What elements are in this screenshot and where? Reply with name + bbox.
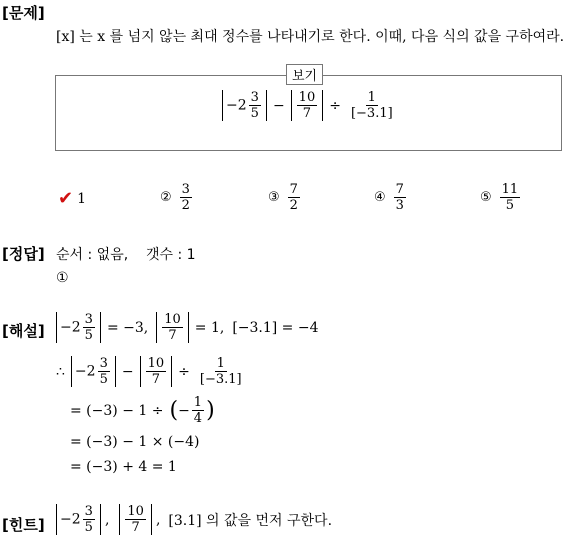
choice-4[interactable]: ④ $\frac{7}{3}$: [374, 182, 404, 213]
choice-3[interactable]: ③ $\frac{7}{2}$: [268, 182, 298, 213]
bogi-expression: −2 $\frac{3}{5}$ − $\frac{10}{7}$ ÷ $\frac{1}{[-3.1]}$: [222, 90, 397, 121]
answer-heading: [정답]: [2, 245, 45, 263]
problem-heading: [문제]: [2, 4, 45, 22]
solution-heading: [해설]: [2, 322, 45, 340]
check-icon: ✔: [58, 188, 74, 209]
choice-2[interactable]: ② $\frac{3}{2}$: [160, 182, 190, 213]
solution-line-4: = (−3) − 1 × (−4): [70, 434, 200, 450]
choice-5[interactable]: ⑤ $\frac{11}{5}$: [480, 182, 519, 213]
hint-heading: [힌트]: [2, 516, 45, 534]
choice-1[interactable]: ✔ 1: [58, 188, 87, 209]
solution-line-3: = (−3) − 1 ÷ ( − $\frac{1}{4}$ ): [70, 395, 215, 426]
hint-text: −2 $\frac{3}{5}$ , $\frac{10}{7}$ , [3.1] 의 값을 먼저 구한다.: [56, 504, 332, 535]
solution-line-1: −2 $\frac{3}{5}$ = −3, $\frac{10}{7}$ = 1, [−3.1] = −4: [56, 312, 319, 343]
problem-text: [x] 는 x 를 넘지 않는 최대 정수를 나타내기로 한다. 이때, 다음 식의 값을 구하여라.: [56, 29, 565, 45]
answer-order-count: 순서 : 없음, 갯수 : 1: [56, 247, 196, 263]
solution-line-5: = (−3) + 4 = 1: [70, 459, 177, 475]
answer-choice: ①: [56, 270, 69, 286]
solution-line-2: ∴ −2 $\frac{3}{5}$ − $\frac{10}{7}$ ÷ $\frac{1}{[-3.1]}$: [56, 356, 242, 387]
bogi-label: 보기: [286, 64, 323, 85]
